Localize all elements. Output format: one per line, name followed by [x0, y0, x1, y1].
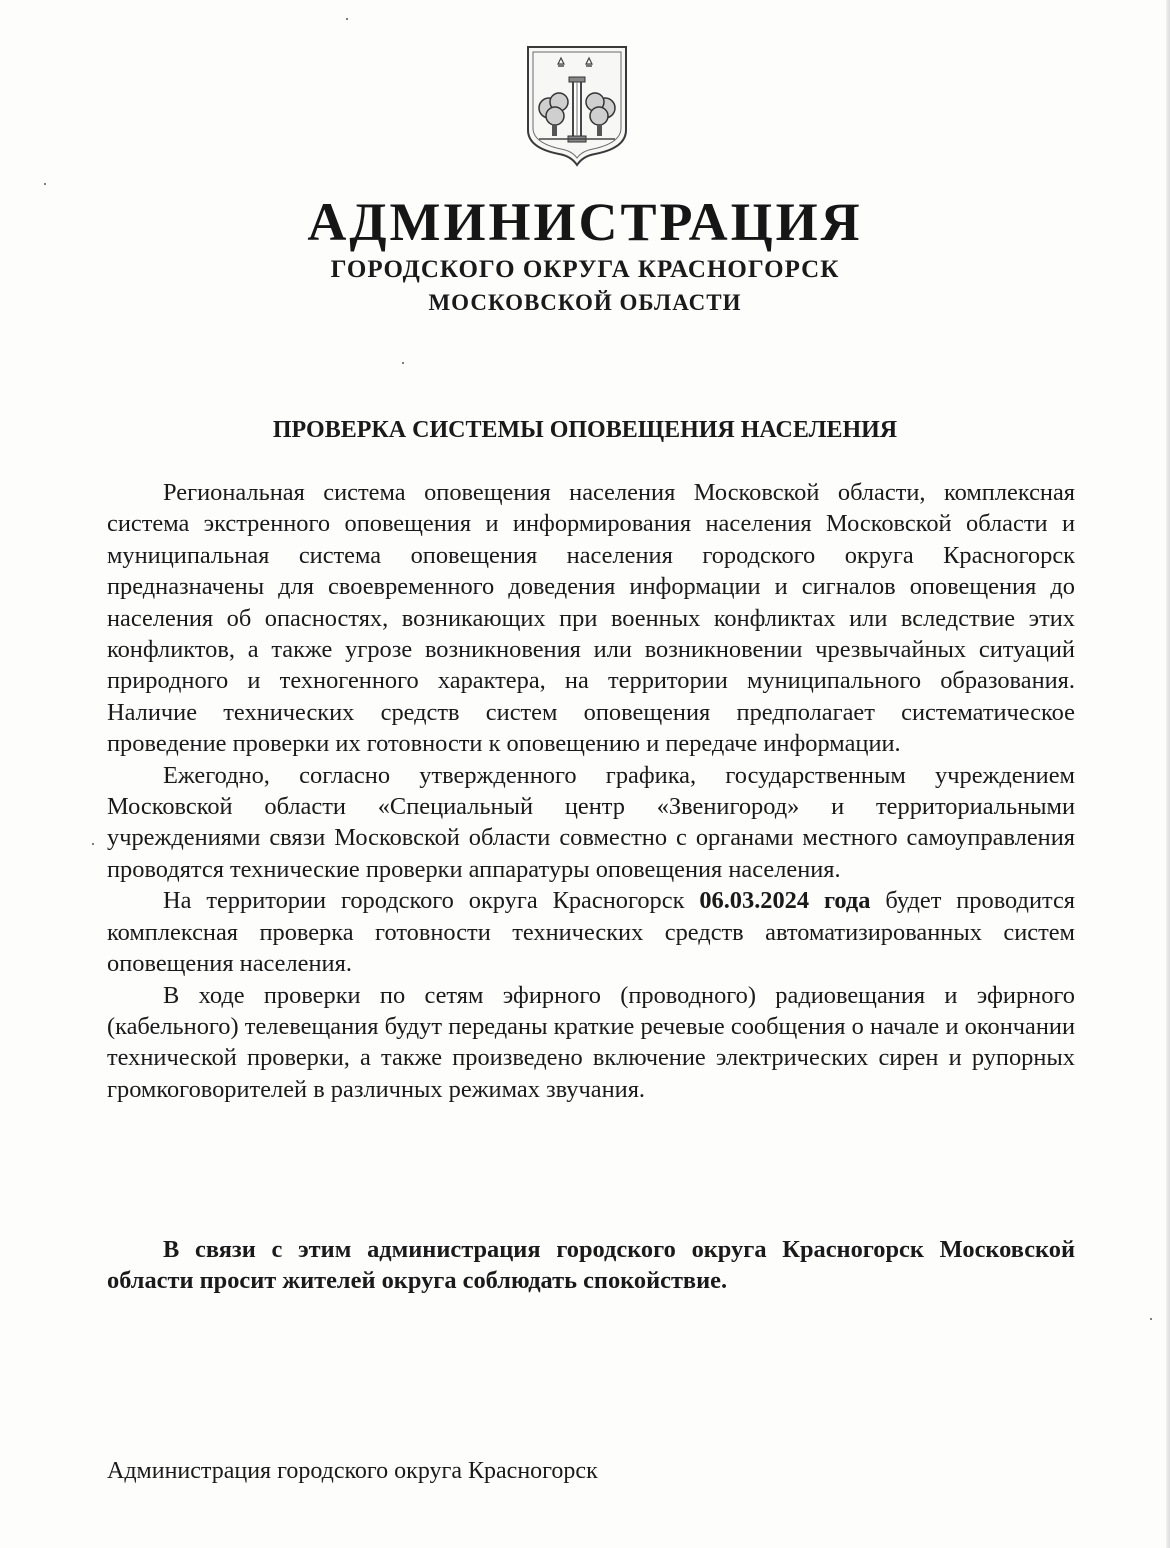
paragraph-3-rest: будет проводится комплексная проверка готовности технических средств автоматизированных систем оповещения населения. [107, 887, 1076, 978]
organization-subtitle: ГОРОДСКОГО ОКРУГА КРАСНОГОРСК [330, 256, 840, 283]
scan-speck [402, 362, 404, 364]
scan-speck [44, 183, 46, 185]
paragraph-1: Региональная система оповещения населения Московской области, комплексная система экстренного оповещения и информирования населения Московской области и муниципальная система оповещения населения городского округа Красногорск предназначены для своевременного доведения информации и сигналов оповещения до населения об опасностях, возникающих при военных конфликтах или вследствие этих конфликтов, а также угрозе возникновения или возникновении чрезвычайных ситуаций природного и техногенного характера, на территории муниципального образования. Наличие технических средств систем оповещения предполагает систематическое проведение проверки их готовности к оповещению и передаче информации. [107, 479, 1075, 758]
organization-region: МОСКОВСКОЙ ОБЛАСТИ [428, 290, 742, 315]
paragraph-3-intro: На территории городского округа Красногорск [163, 887, 700, 915]
paragraph-4: В ходе проверки по сетям эфирного (проводного) радиовещания и эфирного (кабельного) телевещания будут переданы краткие речевые сообщения о начале и окончании технической проверки, а также произведено включение электрических сирен и рупорных громкоговорителей в различных режимах звучания. [107, 981, 1075, 1103]
check-date: 06.03.2024 года [699, 887, 871, 915]
document-heading: ПРОВЕРКА СИСТЕМЫ ОПОВЕЩЕНИЯ НАСЕЛЕНИЯ [272, 417, 898, 443]
document-body [107, 477, 1075, 1105]
scan-speck [1150, 1318, 1152, 1320]
scan-speck [92, 843, 94, 845]
closing-statement: В связи с этим администрация городского округа Красногорск Московской области просит жителей округа соблюдать спокойствие. [107, 1236, 1075, 1295]
paragraph-2: Ежегодно, согласно утвержденного графика, государственным учреждением Московской области «Специальный центр «Звенигород» и территориальными учреждениями связи Московской области совместно с органами местного самоуправления проводятся технические проверки аппаратуры оповещения населения. [107, 761, 1075, 883]
scan-speck [346, 18, 348, 20]
signature-line: Администрация городского округа Красногорск [107, 1458, 598, 1484]
coat-of-arms-icon [525, 44, 629, 168]
organization-title: АДМИНИСТРАЦИЯ [307, 192, 863, 252]
paragraph-3 [107, 885, 1075, 979]
